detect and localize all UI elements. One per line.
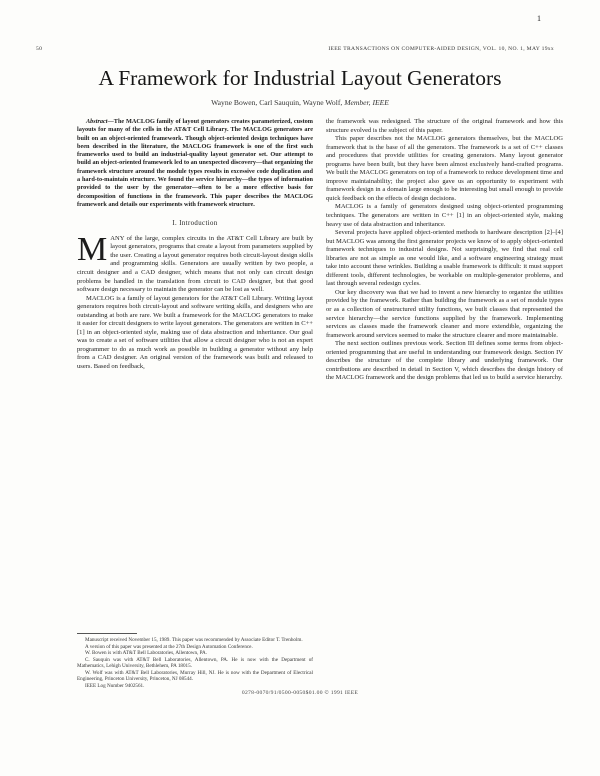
- right-paragraph-2: MACLOG is a family of generators designed using object-oriented programming techniques. The generators are written in C++ [1] in an object-oriented style, making heavy use of data abstraction and inheritance.: [326, 203, 563, 228]
- abstract: [77, 118, 313, 209]
- footnote-rule: [77, 633, 137, 634]
- left-column: [77, 118, 313, 372]
- drop-cap: M: [77, 230, 108, 268]
- running-head-journal: IEEE TRANSACTIONS ON COMPUTER-AIDED DESIGN, VOL. 10, NO. 1, MAY 19xx: [328, 46, 554, 52]
- author-membership: Member, IEEE: [344, 98, 389, 107]
- footnote: W. Wolf was with AT&T Bell Laboratories, Murray Hill, NJ. He is now with the Department of Electrical Engineering, Princeton University, Princeton, NJ 08544.: [77, 669, 313, 683]
- footnote: A version of this paper was presented at the 27th Design Automation Conference.: [85, 643, 253, 650]
- paper-title: A Framework for Industrial Layout Generators: [98, 66, 502, 90]
- footnote: IEEE Log Number 9402561.: [85, 682, 145, 689]
- footnote: W. Bowen is with AT&T Bell Laboratories, Allentown, PA.: [85, 650, 208, 657]
- author-names: Wayne Bowen, Carl Sauquin, Wayne Wolf,: [211, 98, 343, 107]
- author-line: [0, 98, 600, 107]
- right-paragraph-3: Several projects have applied object-oriented methods to hardware description [2]–[4] but MACLOG was among the first generator projects we know of to apply object-oriented framework techniques to industrial designs. Not surprisingly, we find that real cell libraries are not as simple as one would like, and a software engineering strategy must take into account these wrinkles. Building a usable framework is difficult: it must support different tools, different technologies, be workable on multiple-generator problems, and last through several redesign cycles.: [326, 229, 563, 288]
- copyright-line: 0278-0070/91/0500-0050$01.00 © 1991 IEEE: [241, 690, 359, 696]
- right-column: [326, 118, 563, 383]
- right-paragraph-4: Our key discovery was that we had to invent a new hierarchy to organize the utilities provided by the framework. Rather than building the framework as a set of module types or as a collection of unstructured utility functions, we built classes that represented the service hierarchy—the service functions supplied by the framework. Implementing services as classes made the framework cleaner and more extendible, organizing the framework around services seemed to make the structure clearer and more maintainable.: [326, 288, 563, 339]
- intro-paragraph-1: [77, 230, 313, 295]
- abstract-label: Abstract: [86, 118, 108, 125]
- intro-paragraph-1-text: ANY of the large, complex circuits in the AT&T Cell Library are built by layout generators, programs that create a layout from parameters supplied by the user. Creating a layout generator requires both circuit-layout design skills and programming skills. Generators are usually written by two people, a circuit designer and a CAD designer, which means that not only can circuit design problems be handled in the translation from circuit to CAD designer, but that good software design necessary to maintain the generator can be lost as well.: [77, 234, 313, 294]
- footnote: Manuscript received November 15, 1989. This paper was recommended by Associate Editor T. Trenholm.: [85, 637, 303, 643]
- footnote: C. Sauquin was with AT&T Bell Laboratories, Allentown, PA. He is now with the Department of Mathematics, Lehigh University, Bethlehem, PA 18015.: [77, 656, 313, 670]
- paragraph-continued: the framework was redesigned. The structure of the original framework and how this structure evolved is the subject of this paper.: [326, 118, 563, 134]
- right-paragraph-1: This paper describes not the MACLOG generators themselves, but the MACLOG framework that is the base of all the generators. The framework is a set of C++ classes and procedures that provide utilities for creating generators. Many layout generator programs have been built, but they have been almost exclusively hand-crafted programs. We built the MACLOG generators on top of a framework to reduce development time and improve maintainability; the project also gave us an opportunity to experiment with framework design in a domain large enough to be interesting but small enough to provide quick feedback on the effects of design decisions.: [326, 135, 563, 202]
- footnotes: [77, 637, 313, 689]
- running-head-page: 50: [36, 46, 43, 52]
- abstract-text: —The MACLOG family of layout generators creates parameterized, custom layouts for many of the cells in the AT&T Cell Library. The MACLOG generators are built on an object-oriented framework. Though object-oriented design techniques have been described in the literature, the MACLOG framework is one of the first such frameworks used to build an industrial-quality layout generator set. Our attempt to build an object-oriented framework led to an unexpected discovery—that organizing the framework structure around the module types results in excessive code duplication and a hard-to-maintain structure. We found the service hierarchy—the types of information provided to the user by the generator—often to be a more effective basis for decomposition of functions in the framework. This paper describes the MACLOG framework and details our experiments with framework structure.: [77, 118, 313, 208]
- intro-paragraph-2: MACLOG is a family of layout generators for the AT&T Cell Library. Writing layout generators requires both circuit-layout and software writing skills, and designers who are outstanding at both are rare. We built a framework for the MACLOG generators to make it easier for circuit designers to write layout generators. The generators are written in C++ [1] in an object-oriented style, making use of data abstraction and inheritance. Our goal was to create a set of software utilities that allow a circuit designer who is not an expert programmer to do as much work as possible in building a generator without any help from a CAD designer. An original version of the framework was built and released to users. Based on feedback,: [77, 294, 313, 371]
- right-paragraph-5: The next section outlines previous work. Section III defines some terms from object-oriented programming that are useful in understanding our framework design. Section IV describes the structure of the complete library and underlying framework. Our contributions are described in detail in Section V, which describes the design history of the MACLOG framework and the design problems that led us to build a service hierarchy.: [326, 340, 563, 382]
- running-head: [36, 46, 554, 52]
- corner-mark: 1: [537, 14, 541, 23]
- section-heading-introduction: I. Introduction: [172, 220, 218, 228]
